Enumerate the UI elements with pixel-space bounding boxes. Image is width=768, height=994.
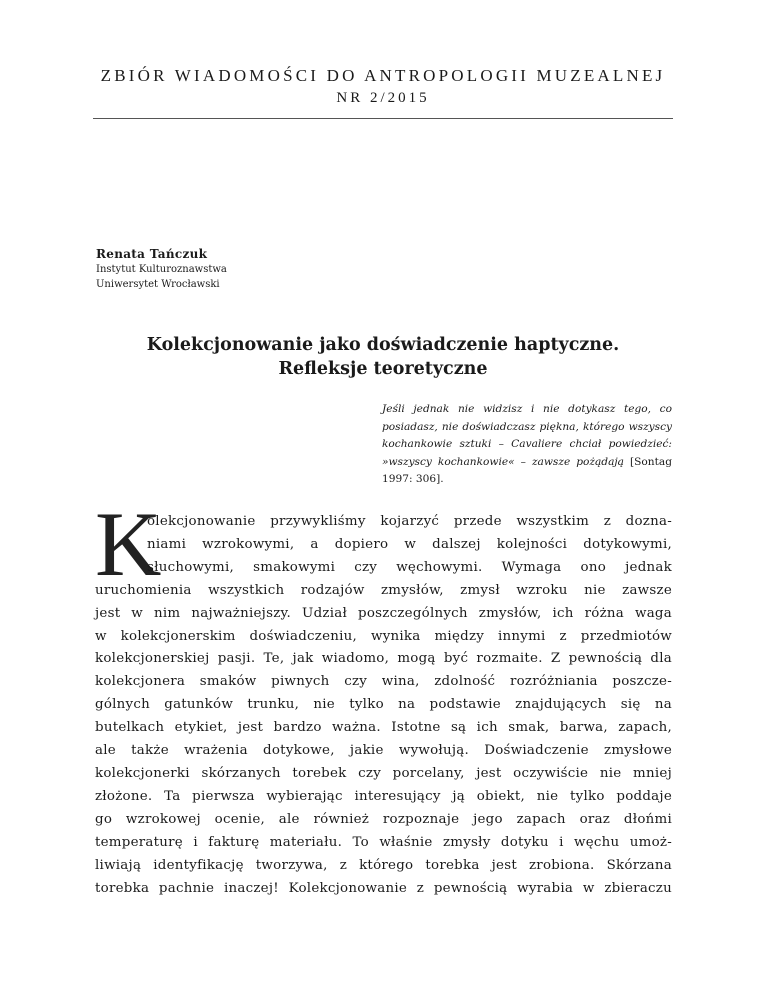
body-line: jest w nim najważniejszy. Udział poszczególnych zmysłów, ich różna waga bbox=[95, 605, 672, 621]
body-line: słuchowymi, smakowymi czy węchowymi. Wymaga ono jednak bbox=[147, 559, 672, 575]
author-name: Renata Tańczuk bbox=[96, 247, 208, 261]
journal-issue: NR 2/2015 bbox=[336, 90, 430, 106]
epigraph-quote: Jeśli jednak nie widzisz i nie dotykasz tego, co posiadasz, nie doświadczasz piękna, którego wszyscy kochankowie sztuki – Cavaliere chciał powiedzieć: »wszyscy kochankowie« – zawsze pożądają bbox=[382, 403, 672, 468]
article-title bbox=[93, 333, 673, 381]
body-line: olekcjonowanie przywykliśmy kojarzyć przede wszystkim z dozna- bbox=[147, 514, 672, 529]
body-line: ale także wrażenia dotykowe, jakie wywołują. Doświadczenie zmysłowe bbox=[95, 743, 672, 759]
body-line: liwiają identyfikację tworzywa, z którego torebka jest zrobiona. Skórzana bbox=[95, 857, 672, 873]
article-title-line-1: Kolekcjonowanie jako doświadczenie haptyczne. bbox=[146, 335, 620, 355]
body-line: kolekcjonera smaków piwnych czy wina, zdolność rozróżniania poszcze- bbox=[95, 674, 672, 690]
epigraph bbox=[382, 401, 672, 489]
body-line: go wzrokowej ocenie, ale również rozpoznaje jego zapach oraz dłońmi bbox=[95, 811, 672, 827]
article-title-line-2: Refleksje teoretyczne bbox=[278, 359, 488, 379]
journal-title: ZBIÓR WIADOMOŚCI DO ANTROPOLOGII MUZEALNEJ bbox=[100, 66, 666, 85]
body-line: niami wzrokowymi, a dopiero w dalszej kolejności dotykowymi, bbox=[147, 536, 672, 552]
drop-cap: K bbox=[95, 493, 162, 595]
body-line: torebka pachnie inaczej! Kolekcjonowanie z pewnością wyrabia w zbieraczu bbox=[95, 880, 672, 896]
body-line: uruchomienia wszystkich rodzajów zmysłów, zmysł wzroku nie zawsze bbox=[95, 582, 672, 598]
body-line: gólnych gatunków trunku, nie tylko na podstawie znajdujących się na bbox=[95, 697, 672, 713]
author-block bbox=[96, 246, 227, 292]
journal-header bbox=[93, 66, 673, 108]
header-rule bbox=[93, 118, 673, 119]
body-line: w kolekcjonerskim doświadczeniu, wynika między innymi z przedmiotów bbox=[95, 628, 672, 644]
body-text bbox=[95, 511, 672, 900]
author-affiliation-university: Uniwersytet Wrocławski bbox=[96, 279, 220, 290]
body-line: złożone. Ta pierwsza wybierając interesujący ją obiekt, nie tylko poddaje bbox=[95, 788, 672, 804]
author-affiliation-institute: Instytut Kulturoznawstwa bbox=[96, 264, 227, 275]
body-line: kolekcjonerki skórzanych torebek czy porcelany, jest oczywiście nie mniej bbox=[95, 765, 672, 781]
epigraph-citation: [Sontag 1997: 306]. bbox=[382, 455, 672, 486]
body-line: butelkach etykiet, jest bardzo ważna. Istotne są ich smak, barwa, zapach, bbox=[95, 720, 672, 736]
body-line: kolekcjonerskiej pasji. Te, jak wiadomo, mogą być rozmaite. Z pewnością dla bbox=[95, 651, 672, 667]
body-line: temperaturę i fakturę materiału. To właśnie zmysły dotyku i węchu umoż- bbox=[95, 834, 672, 850]
